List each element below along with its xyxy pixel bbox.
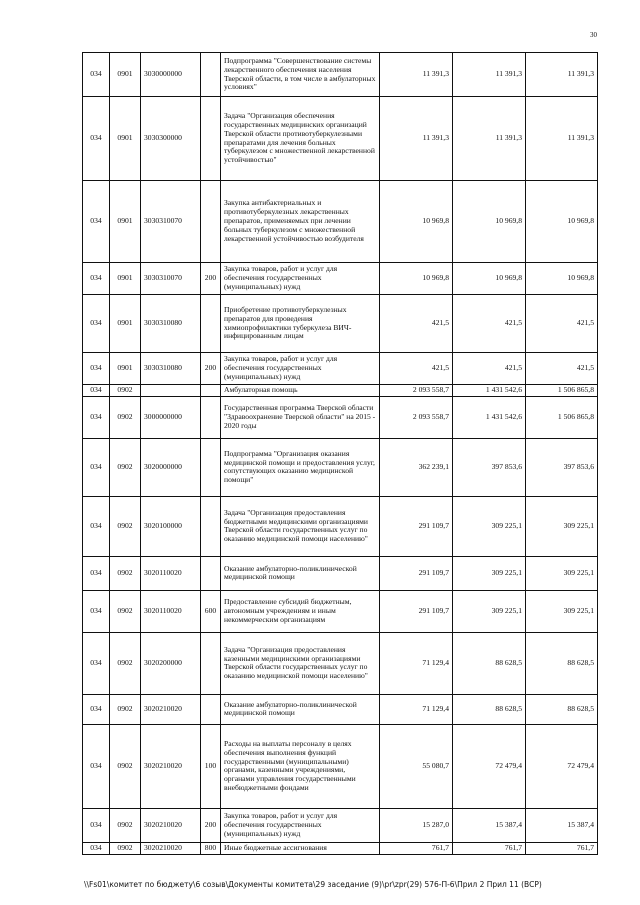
amount-year-1-cell: 421,5 bbox=[380, 295, 453, 353]
agency-code-cell: 034 bbox=[83, 385, 110, 397]
amount-year-2-cell: 309 225,1 bbox=[453, 590, 526, 632]
expense-name-cell: Амбулаторная помощь bbox=[221, 385, 380, 397]
section-code-cell: 0901 bbox=[110, 353, 141, 385]
amount-year-3-cell: 11 391,3 bbox=[526, 53, 598, 97]
table-row bbox=[83, 263, 598, 295]
amount-year-3-cell: 309 225,1 bbox=[526, 556, 598, 590]
amount-year-2-cell: 11 391,3 bbox=[453, 53, 526, 97]
target-article-code-cell: 3030310070 bbox=[141, 263, 201, 295]
section-code-cell: 0902 bbox=[110, 396, 141, 438]
section-code-cell: 0902 bbox=[110, 842, 141, 854]
table-row bbox=[83, 181, 598, 263]
target-article-code-cell: 3020210020 bbox=[141, 842, 201, 854]
amount-year-3-cell: 761,7 bbox=[526, 842, 598, 854]
amount-year-1-cell: 71 129,4 bbox=[380, 632, 453, 694]
agency-code-cell: 034 bbox=[83, 694, 110, 724]
expense-name-cell: Предоставление субсидий бюджетным, автономным учреждениям и иным некоммерческим организациям bbox=[221, 590, 380, 632]
expense-name-cell: Закупка товаров, работ и услуг для обеспечения государственных (муниципальных) нужд bbox=[221, 808, 380, 842]
expense-type-code-cell bbox=[201, 396, 221, 438]
expense-type-code-cell bbox=[201, 496, 221, 556]
target-article-code-cell bbox=[141, 385, 201, 397]
expense-type-code-cell: 200 bbox=[201, 353, 221, 385]
section-code-cell: 0901 bbox=[110, 181, 141, 263]
agency-code-cell: 034 bbox=[83, 97, 110, 181]
expense-name-cell: Иные бюджетные ассигнования bbox=[221, 842, 380, 854]
amount-year-2-cell: 10 969,8 bbox=[453, 263, 526, 295]
target-article-code-cell: 3020210020 bbox=[141, 808, 201, 842]
amount-year-2-cell: 10 969,8 bbox=[453, 181, 526, 263]
section-code-cell: 0901 bbox=[110, 97, 141, 181]
target-article-code-cell: 3030000000 bbox=[141, 53, 201, 97]
amount-year-3-cell: 72 479,4 bbox=[526, 724, 598, 808]
amount-year-1-cell: 2 093 558,7 bbox=[380, 396, 453, 438]
amount-year-3-cell: 10 969,8 bbox=[526, 181, 598, 263]
expense-type-code-cell: 600 bbox=[201, 590, 221, 632]
page-number: 30 bbox=[590, 31, 597, 39]
table-row bbox=[83, 808, 598, 842]
target-article-code-cell: 3020210020 bbox=[141, 724, 201, 808]
amount-year-2-cell: 421,5 bbox=[453, 295, 526, 353]
amount-year-3-cell: 309 225,1 bbox=[526, 496, 598, 556]
agency-code-cell: 034 bbox=[83, 808, 110, 842]
target-article-code-cell: 3020100000 bbox=[141, 496, 201, 556]
expense-name-cell: Закупка антибактериальных и противотуберкулезных лекарственных препаратов, применяемых при лечении больных туберкулезом с множественной лекарственной устойчивостью возбудителя bbox=[221, 181, 380, 263]
amount-year-3-cell: 421,5 bbox=[526, 353, 598, 385]
expense-type-code-cell: 200 bbox=[201, 808, 221, 842]
table-row bbox=[83, 724, 598, 808]
target-article-code-cell: 3030300000 bbox=[141, 97, 201, 181]
amount-year-2-cell: 11 391,3 bbox=[453, 97, 526, 181]
expense-name-cell: Расходы на выплаты персоналу в целях обеспечения выполнения функций государственными (муниципальными) органами, казенными учреждениями, органами управления государственными внебюджетными фондами bbox=[221, 724, 380, 808]
agency-code-cell: 034 bbox=[83, 556, 110, 590]
table-row bbox=[83, 496, 598, 556]
table-row bbox=[83, 842, 598, 854]
expense-type-code-cell bbox=[201, 385, 221, 397]
target-article-code-cell: 3020000000 bbox=[141, 438, 201, 496]
amount-year-3-cell: 397 853,6 bbox=[526, 438, 598, 496]
expense-type-code-cell: 800 bbox=[201, 842, 221, 854]
amount-year-2-cell: 1 431 542,6 bbox=[453, 385, 526, 397]
amount-year-1-cell: 10 969,8 bbox=[380, 181, 453, 263]
expense-name-cell: Задача "Организация предоставления казенными медицинскими организациями Тверской области государственных услуг по оказанию медицинской помощи населению" bbox=[221, 632, 380, 694]
agency-code-cell: 034 bbox=[83, 438, 110, 496]
agency-code-cell: 034 bbox=[83, 53, 110, 97]
section-code-cell: 0902 bbox=[110, 694, 141, 724]
amount-year-2-cell: 88 628,5 bbox=[453, 694, 526, 724]
section-code-cell: 0902 bbox=[110, 438, 141, 496]
amount-year-3-cell: 88 628,5 bbox=[526, 694, 598, 724]
agency-code-cell: 034 bbox=[83, 295, 110, 353]
budget-table bbox=[82, 52, 598, 855]
amount-year-2-cell: 761,7 bbox=[453, 842, 526, 854]
section-code-cell: 0901 bbox=[110, 263, 141, 295]
amount-year-2-cell: 309 225,1 bbox=[453, 556, 526, 590]
amount-year-2-cell: 309 225,1 bbox=[453, 496, 526, 556]
table-row bbox=[83, 590, 598, 632]
amount-year-2-cell: 72 479,4 bbox=[453, 724, 526, 808]
amount-year-1-cell: 362 239,1 bbox=[380, 438, 453, 496]
target-article-code-cell: 3020110020 bbox=[141, 556, 201, 590]
amount-year-2-cell: 15 387,4 bbox=[453, 808, 526, 842]
expense-name-cell: Оказание амбулаторно-поликлинической медицинской помощи bbox=[221, 556, 380, 590]
agency-code-cell: 034 bbox=[83, 353, 110, 385]
amount-year-1-cell: 291 109,7 bbox=[380, 496, 453, 556]
target-article-code-cell: 3020110020 bbox=[141, 590, 201, 632]
agency-code-cell: 034 bbox=[83, 724, 110, 808]
target-article-code-cell: 3020210020 bbox=[141, 694, 201, 724]
table-row bbox=[83, 53, 598, 97]
amount-year-1-cell: 291 109,7 bbox=[380, 556, 453, 590]
table-row bbox=[83, 295, 598, 353]
agency-code-cell: 034 bbox=[83, 496, 110, 556]
amount-year-1-cell: 71 129,4 bbox=[380, 694, 453, 724]
amount-year-2-cell: 421,5 bbox=[453, 353, 526, 385]
expense-name-cell: Закупка товаров, работ и услуг для обеспечения государственных (муниципальных) нужд bbox=[221, 263, 380, 295]
section-code-cell: 0902 bbox=[110, 590, 141, 632]
amount-year-1-cell: 15 287,0 bbox=[380, 808, 453, 842]
table-row bbox=[83, 438, 598, 496]
amount-year-3-cell: 15 387,4 bbox=[526, 808, 598, 842]
target-article-code-cell: 3000000000 bbox=[141, 396, 201, 438]
table-row bbox=[83, 396, 598, 438]
expense-type-code-cell bbox=[201, 556, 221, 590]
target-article-code-cell: 3030310080 bbox=[141, 295, 201, 353]
expense-type-code-cell bbox=[201, 438, 221, 496]
amount-year-3-cell: 1 506 865,8 bbox=[526, 396, 598, 438]
amount-year-3-cell: 309 225,1 bbox=[526, 590, 598, 632]
table-row bbox=[83, 694, 598, 724]
section-code-cell: 0902 bbox=[110, 632, 141, 694]
expense-type-code-cell: 200 bbox=[201, 263, 221, 295]
section-code-cell: 0902 bbox=[110, 385, 141, 397]
amount-year-3-cell: 10 969,8 bbox=[526, 263, 598, 295]
table-row bbox=[83, 97, 598, 181]
amount-year-3-cell: 11 391,3 bbox=[526, 97, 598, 181]
table-row bbox=[83, 385, 598, 397]
expense-name-cell: Приобретение противотуберкулезных препаратов для проведения химиопрофилактики туберкулеза ВИЧ-инфицированным лицам bbox=[221, 295, 380, 353]
target-article-code-cell: 3030310070 bbox=[141, 181, 201, 263]
section-code-cell: 0902 bbox=[110, 496, 141, 556]
table-row bbox=[83, 632, 598, 694]
section-code-cell: 0901 bbox=[110, 53, 141, 97]
target-article-code-cell: 3020200000 bbox=[141, 632, 201, 694]
expense-type-code-cell bbox=[201, 632, 221, 694]
amount-year-3-cell: 88 628,5 bbox=[526, 632, 598, 694]
section-code-cell: 0902 bbox=[110, 724, 141, 808]
section-code-cell: 0902 bbox=[110, 808, 141, 842]
expense-name-cell: Оказание амбулаторно-поликлинической медицинской помощи bbox=[221, 694, 380, 724]
agency-code-cell: 034 bbox=[83, 396, 110, 438]
expense-type-code-cell bbox=[201, 694, 221, 724]
amount-year-2-cell: 397 853,6 bbox=[453, 438, 526, 496]
table-row bbox=[83, 556, 598, 590]
amount-year-1-cell: 2 093 558,7 bbox=[380, 385, 453, 397]
amount-year-1-cell: 421,5 bbox=[380, 353, 453, 385]
expense-name-cell: Задача "Организация предоставления бюджетными медицинскими организациями Тверской области государственных услуг по оказанию медицинской помощи населению" bbox=[221, 496, 380, 556]
expense-name-cell: Закупка товаров, работ и услуг для обеспечения государственных (муниципальных) нужд bbox=[221, 353, 380, 385]
amount-year-1-cell: 291 109,7 bbox=[380, 590, 453, 632]
amount-year-1-cell: 10 969,8 bbox=[380, 263, 453, 295]
target-article-code-cell: 3030310080 bbox=[141, 353, 201, 385]
agency-code-cell: 034 bbox=[83, 590, 110, 632]
section-code-cell: 0902 bbox=[110, 556, 141, 590]
expense-name-cell: Подпрограмма "Совершенствование системы лекарственного обеспечения населения Тверской области, в том числе в амбулаторных условиях" bbox=[221, 53, 380, 97]
agency-code-cell: 034 bbox=[83, 181, 110, 263]
expense-type-code-cell bbox=[201, 181, 221, 263]
expense-type-code-cell bbox=[201, 295, 221, 353]
agency-code-cell: 034 bbox=[83, 632, 110, 694]
amount-year-1-cell: 11 391,3 bbox=[380, 97, 453, 181]
footer-file-path: \\Fs01\комитет по бюджету\6 созыв\Документы комитета\29 заседание (9)\pr\zpr(29) 576-П-6\Прил 2 Прил 11 (ВСР) bbox=[84, 880, 542, 889]
expense-type-code-cell bbox=[201, 53, 221, 97]
expense-name-cell: Подпрограмма "Организация оказания медицинской помощи и предоставления услуг, сопутствующих оказанию медицинской помощи" bbox=[221, 438, 380, 496]
amount-year-1-cell: 761,7 bbox=[380, 842, 453, 854]
amount-year-2-cell: 88 628,5 bbox=[453, 632, 526, 694]
expense-name-cell: Государственная программа Тверской области "Здравоохранение Тверской области" на 2015 - 2020 годы bbox=[221, 396, 380, 438]
section-code-cell: 0901 bbox=[110, 295, 141, 353]
amount-year-3-cell: 421,5 bbox=[526, 295, 598, 353]
agency-code-cell: 034 bbox=[83, 842, 110, 854]
agency-code-cell: 034 bbox=[83, 263, 110, 295]
expense-type-code-cell bbox=[201, 97, 221, 181]
amount-year-1-cell: 11 391,3 bbox=[380, 53, 453, 97]
amount-year-1-cell: 55 080,7 bbox=[380, 724, 453, 808]
expense-name-cell: Задача "Организация обеспечения государственных медицинских организаций Тверской области противотуберкулезными препаратами для лечения больных туберкулезом с множественной лекарственной устойчивостью" bbox=[221, 97, 380, 181]
table-row bbox=[83, 353, 598, 385]
amount-year-3-cell: 1 506 865,8 bbox=[526, 385, 598, 397]
expense-type-code-cell: 100 bbox=[201, 724, 221, 808]
amount-year-2-cell: 1 431 542,6 bbox=[453, 396, 526, 438]
